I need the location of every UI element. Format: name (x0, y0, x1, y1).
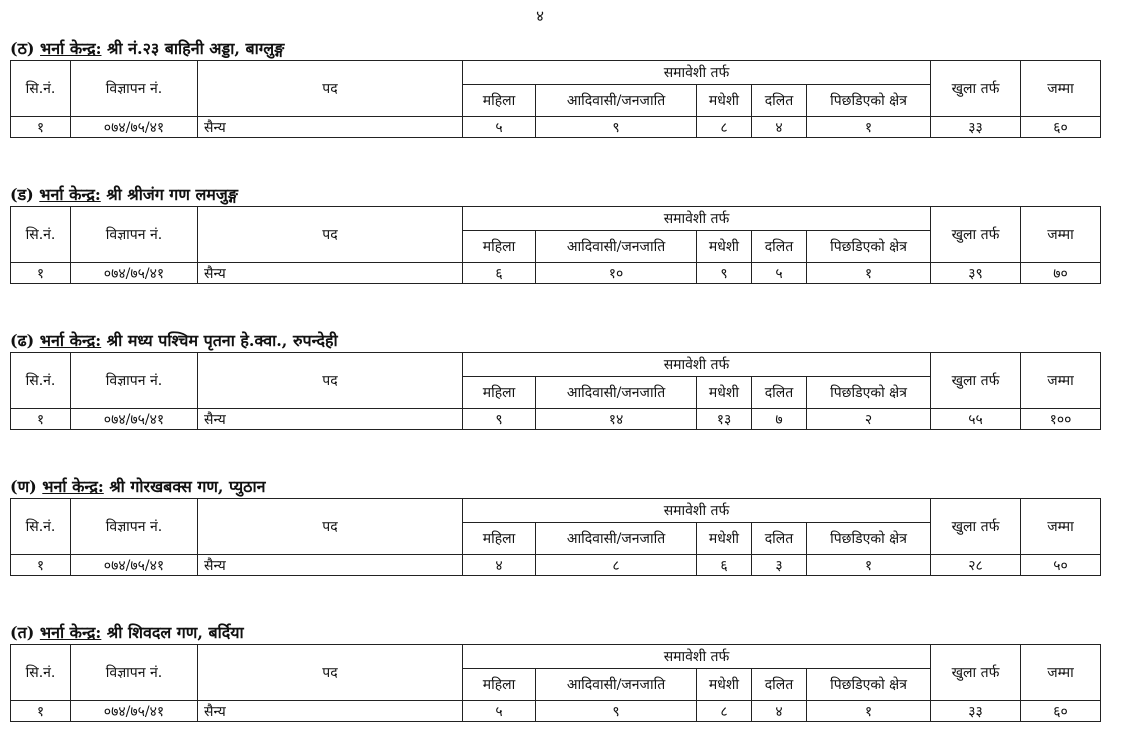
center-name: श्री शिवदल गण, बर्दिया (106, 623, 244, 642)
header-adv: विज्ञापन नं. (71, 645, 198, 701)
header-madhesi: मधेशी (697, 231, 752, 263)
cell-women: ६ (463, 263, 536, 284)
quota-table (10, 352, 1101, 430)
cell-open: ५५ (931, 409, 1021, 430)
cell-madhesi: ८ (697, 701, 752, 722)
section-label: (ड) (10, 185, 34, 204)
cell-backward: १ (807, 701, 931, 722)
header-dalit: दलित (752, 231, 807, 263)
cell-sn: १ (11, 409, 71, 430)
cell-backward: १ (807, 117, 931, 138)
header-post: पद (198, 645, 463, 701)
header-madhesi: मधेशी (697, 85, 752, 117)
cell-total: ६० (1021, 701, 1101, 722)
cell-women: ५ (463, 117, 536, 138)
header-total: जम्मा (1021, 645, 1101, 701)
header-dalit: दलित (752, 377, 807, 409)
center-label: भर्ना केन्द्र: (39, 623, 102, 642)
header-inclusive: समावेशी तर्फ (463, 645, 931, 669)
header-dalit: दलित (752, 669, 807, 701)
center-name: श्री गोरखबक्स गण, प्युठान (109, 477, 266, 496)
center-name: श्री मध्य पश्चिम पृतना हे.क्वा., रुपन्देही (106, 331, 338, 350)
cell-open: ३३ (931, 117, 1021, 138)
header-dalit: दलित (752, 85, 807, 117)
header-adivasi: आदिवासी/जनजाति (536, 669, 697, 701)
section-block (10, 38, 1100, 138)
cell-sn: १ (11, 117, 71, 138)
section-label: (ढ) (10, 331, 35, 350)
cell-dalit: ४ (752, 117, 807, 138)
cell-post: सैन्य (198, 701, 463, 722)
header-dalit: दलित (752, 523, 807, 555)
cell-adivasi: ९ (536, 117, 697, 138)
header-adv: विज्ञापन नं. (71, 207, 198, 263)
header-women: महिला (463, 85, 536, 117)
header-adivasi: आदिवासी/जनजाति (536, 523, 697, 555)
cell-dalit: ७ (752, 409, 807, 430)
header-madhesi: मधेशी (697, 669, 752, 701)
header-adv: विज्ञापन नं. (71, 61, 198, 117)
header-backward: पिछडिएको क्षेत्र (807, 669, 931, 701)
cell-open: ३३ (931, 701, 1021, 722)
header-adv: विज्ञापन नं. (71, 353, 198, 409)
section-block (10, 184, 1100, 284)
page-number: ४ (536, 7, 544, 25)
header-sn: सि.नं. (11, 499, 71, 555)
table-row (11, 263, 1101, 284)
quota-table (10, 498, 1101, 576)
cell-adv: ०७४/७५/४१ (71, 701, 198, 722)
header-women: महिला (463, 669, 536, 701)
cell-backward: २ (807, 409, 931, 430)
header-sn: सि.नं. (11, 645, 71, 701)
header-madhesi: मधेशी (697, 377, 752, 409)
header-total: जम्मा (1021, 61, 1101, 117)
table-row (11, 409, 1101, 430)
quota-table (10, 206, 1101, 284)
header-open: खुला तर्फ (931, 207, 1021, 263)
header-open: खुला तर्फ (931, 353, 1021, 409)
center-label: भर्ना केन्द्र: (40, 39, 102, 58)
cell-dalit: ३ (752, 555, 807, 576)
section-block (10, 622, 1100, 722)
header-women: महिला (463, 231, 536, 263)
cell-total: ५० (1021, 555, 1101, 576)
center-name: श्री श्रीजंग गण लमजुङ्ग (106, 185, 238, 204)
header-post: पद (198, 353, 463, 409)
center-label: भर्ना केन्द्र: (42, 477, 104, 496)
cell-dalit: ५ (752, 263, 807, 284)
header-backward: पिछडिएको क्षेत्र (807, 231, 931, 263)
header-adv: विज्ञापन नं. (71, 499, 198, 555)
header-madhesi: मधेशी (697, 523, 752, 555)
cell-adv: ०७४/७५/४१ (71, 555, 198, 576)
cell-sn: १ (11, 555, 71, 576)
header-sn: सि.नं. (11, 353, 71, 409)
quota-table (10, 644, 1101, 722)
header-backward: पिछडिएको क्षेत्र (807, 85, 931, 117)
cell-women: ५ (463, 701, 536, 722)
header-backward: पिछडिएको क्षेत्र (807, 377, 931, 409)
center-label: भर्ना केन्द्र: (39, 185, 101, 204)
cell-total: ७० (1021, 263, 1101, 284)
cell-women: ९ (463, 409, 536, 430)
section-block (10, 476, 1100, 576)
cell-sn: १ (11, 263, 71, 284)
cell-backward: १ (807, 555, 931, 576)
section-title (10, 476, 1100, 498)
section-label: (त) (10, 623, 35, 642)
header-adivasi: आदिवासी/जनजाति (536, 85, 697, 117)
cell-women: ४ (463, 555, 536, 576)
cell-total: १०० (1021, 409, 1101, 430)
header-post: पद (198, 499, 463, 555)
cell-madhesi: १३ (697, 409, 752, 430)
header-total: जम्मा (1021, 499, 1101, 555)
cell-open: २८ (931, 555, 1021, 576)
header-women: महिला (463, 377, 536, 409)
cell-total: ६० (1021, 117, 1101, 138)
header-sn: सि.नं. (11, 207, 71, 263)
cell-adivasi: ८ (536, 555, 697, 576)
center-label: भर्ना केन्द्र: (39, 331, 102, 350)
cell-dalit: ४ (752, 701, 807, 722)
cell-post: सैन्य (198, 117, 463, 138)
header-post: पद (198, 61, 463, 117)
header-post: पद (198, 207, 463, 263)
quota-table (10, 60, 1101, 138)
cell-post: सैन्य (198, 555, 463, 576)
header-backward: पिछडिएको क्षेत्र (807, 523, 931, 555)
cell-post: सैन्य (198, 263, 463, 284)
header-inclusive: समावेशी तर्फ (463, 207, 931, 231)
header-adivasi: आदिवासी/जनजाति (536, 377, 697, 409)
section-title (10, 184, 1100, 206)
header-inclusive: समावेशी तर्फ (463, 499, 931, 523)
cell-adv: ०७४/७५/४१ (71, 409, 198, 430)
header-open: खुला तर्फ (931, 499, 1021, 555)
table-row (11, 701, 1101, 722)
table-row (11, 555, 1101, 576)
header-inclusive: समावेशी तर्फ (463, 61, 931, 85)
section-label: (ण) (10, 477, 37, 496)
cell-adivasi: १४ (536, 409, 697, 430)
header-women: महिला (463, 523, 536, 555)
header-open: खुला तर्फ (931, 61, 1021, 117)
header-total: जम्मा (1021, 207, 1101, 263)
header-sn: सि.नं. (11, 61, 71, 117)
section-title (10, 330, 1100, 352)
cell-sn: १ (11, 701, 71, 722)
section-block (10, 330, 1100, 430)
cell-backward: १ (807, 263, 931, 284)
header-open: खुला तर्फ (931, 645, 1021, 701)
cell-adivasi: १० (536, 263, 697, 284)
header-adivasi: आदिवासी/जनजाति (536, 231, 697, 263)
cell-adivasi: ९ (536, 701, 697, 722)
cell-madhesi: ८ (697, 117, 752, 138)
cell-adv: ०७४/७५/४१ (71, 263, 198, 284)
cell-madhesi: ९ (697, 263, 752, 284)
cell-madhesi: ६ (697, 555, 752, 576)
center-name: श्री नं.२३ बाहिनी अड्डा, बाग्लुङ्ग (107, 39, 285, 58)
header-inclusive: समावेशी तर्फ (463, 353, 931, 377)
header-total: जम्मा (1021, 353, 1101, 409)
cell-post: सैन्य (198, 409, 463, 430)
section-label: (ठ) (10, 39, 35, 58)
section-title (10, 622, 1100, 644)
cell-adv: ०७४/७५/४१ (71, 117, 198, 138)
cell-open: ३९ (931, 263, 1021, 284)
section-title (10, 38, 1100, 60)
table-row (11, 117, 1101, 138)
